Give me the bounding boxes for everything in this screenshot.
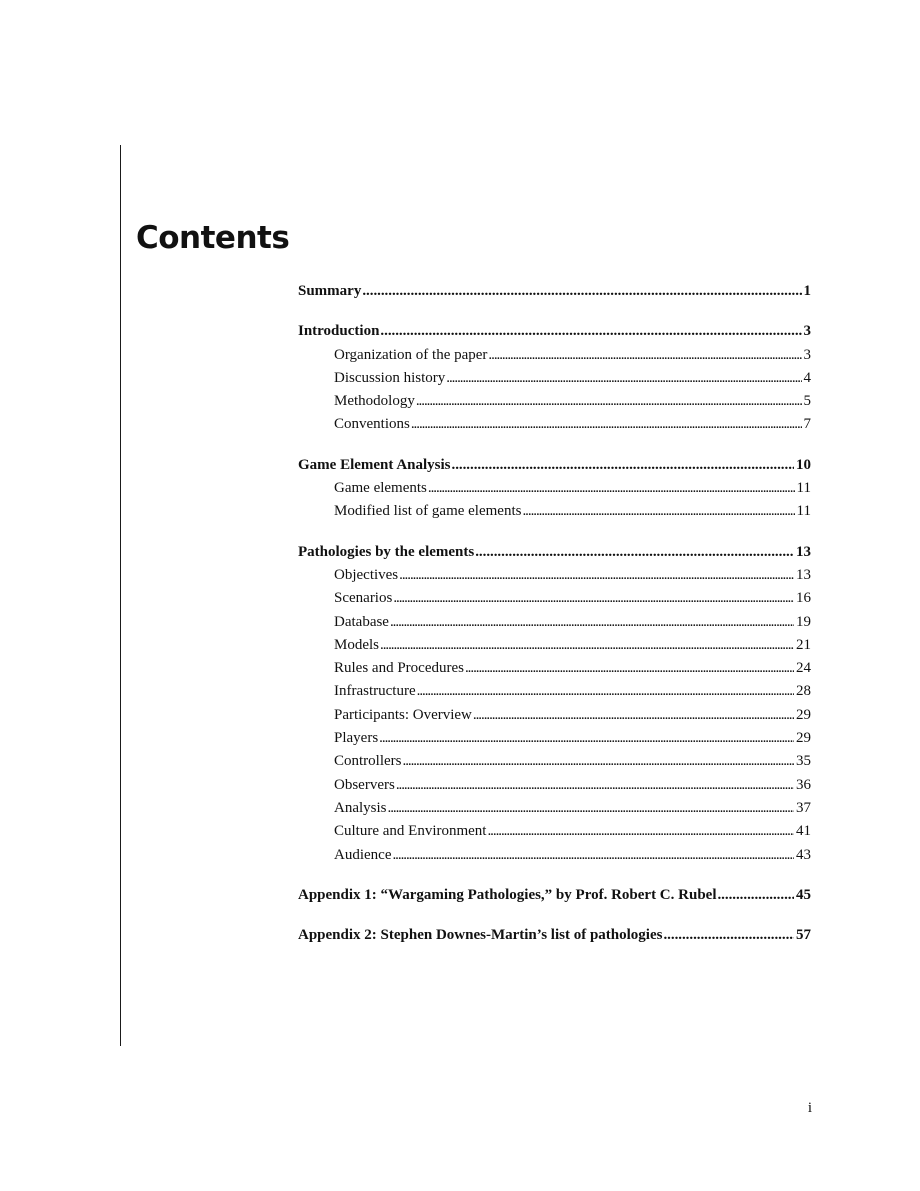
dot-leader [475,541,794,564]
dot-leader [522,500,794,523]
toc-entry-page: 5 [803,393,811,410]
toc-subentry-players[interactable] [298,727,811,750]
dot-leader [399,564,794,587]
toc-entry-page: 7 [803,416,811,433]
toc-entry-label: Modified list of game elements [334,503,522,520]
toc-entry-appendix-1[interactable] [298,884,811,907]
dot-leader [380,320,801,343]
dot-leader [428,477,795,500]
dot-leader [717,884,794,907]
toc-subentry-database[interactable] [298,611,811,634]
toc-entry-page: 11 [796,503,811,520]
toc-section-appendix-2 [298,924,811,947]
toc-entry-label: Observers [334,776,395,793]
toc-entry-page: 35 [796,753,811,770]
toc-subentry-audience[interactable] [298,844,811,867]
toc-entry-page: 24 [796,660,811,677]
page-number: i [807,1100,812,1116]
toc-entry-page: 28 [796,683,811,700]
dot-leader [388,797,795,820]
toc-entry-label: Audience [334,846,392,863]
toc-subentry-observers[interactable] [298,774,811,797]
toc-entry-page: 16 [796,590,811,607]
toc-section-appendix-1 [298,884,811,907]
toc-subentry-culture-and-environment[interactable] [298,820,811,843]
toc-subentry-methodology[interactable] [298,390,811,413]
page-title: Contents [136,220,290,256]
toc-entry-label: Infrastructure [334,683,416,700]
toc-entry-label: Conventions [334,416,410,433]
toc-entry-label: Participants: Overview [334,706,472,723]
dot-leader [379,727,794,750]
toc-subentry-discussion-history[interactable] [298,367,811,390]
toc-subentry-infrastructure[interactable] [298,680,811,703]
dot-leader [392,844,794,867]
toc-entry-page: 3 [803,323,811,340]
dot-leader [411,413,802,436]
toc-entry-label: Controllers [334,753,402,770]
dot-leader [362,280,801,303]
toc-entry-page: 36 [796,776,811,793]
dot-leader [446,367,801,390]
dot-leader [390,611,794,634]
toc-entry-page: 19 [796,613,811,630]
toc-entry-label: Players [334,730,379,747]
toc-entry-label: Rules and Procedures [334,660,464,677]
dot-leader [393,587,794,610]
toc-subentry-scenarios[interactable] [298,587,811,610]
toc-entry-page: 11 [796,480,811,497]
dot-leader [465,657,794,680]
toc-entry-page: 1 [803,283,811,299]
dot-leader [403,750,795,773]
toc-entry-pathologies-by-the-elements[interactable] [298,541,811,564]
toc-subentry-game-elements[interactable] [298,477,811,500]
toc-entry-label: Pathologies by the elements [298,543,475,560]
toc-entry-label: Culture and Environment [334,823,487,840]
toc-section-game-element-analysis [298,454,811,524]
toc-entry-label: Models [334,636,379,653]
toc-entry-label: Summary [298,283,362,299]
table-of-contents [298,280,811,964]
toc-subentry-models[interactable] [298,634,811,657]
toc-entry-page: 10 [796,456,811,473]
toc-entry-page: 3 [803,346,811,363]
toc-entry-page: 43 [796,846,811,863]
toc-entry-page: 41 [796,823,811,840]
toc-entry-game-element-analysis[interactable] [298,454,811,477]
toc-entry-page: 13 [796,543,811,560]
toc-entry-label: Database [334,613,389,630]
toc-entry-page: 29 [796,706,811,723]
toc-entry-page: 4 [803,369,811,386]
toc-subentry-organization-of-the-paper[interactable] [298,344,811,367]
toc-entry-label: Analysis [334,799,387,816]
toc-entry-page: 21 [796,636,811,653]
dot-leader [380,634,794,657]
toc-entry-page: 45 [796,886,811,903]
dot-leader [487,820,794,843]
toc-entry-label: Appendix 2: Stephen Downes-Martin’s list of pathologies [298,927,663,944]
toc-entry-label: Scenarios [334,590,393,607]
dot-leader [473,704,794,727]
toc-entry-introduction[interactable] [298,320,811,343]
toc-section-pathologies-by-the-elements [298,541,811,867]
toc-entry-label: Appendix 1: “Wargaming Pathologies,” by Prof. Robert C. Rubel [298,886,717,903]
toc-entry-page: 37 [796,799,811,816]
toc-subentry-controllers[interactable] [298,750,811,773]
dot-leader [488,344,801,367]
toc-entry-label: Objectives [334,566,399,583]
dot-leader [417,680,794,703]
toc-entry-label: Organization of the paper [334,346,488,363]
toc-section-summary [298,280,811,303]
toc-entry-label: Discussion history [334,369,446,386]
toc-subentry-participants-overview[interactable] [298,704,811,727]
toc-subentry-rules-and-procedures[interactable] [298,657,811,680]
toc-subentry-analysis[interactable] [298,797,811,820]
toc-entry-summary[interactable] [298,280,811,303]
toc-entry-label: Methodology [334,393,415,410]
toc-subentry-modified-list-of-game-elements[interactable] [298,500,811,523]
toc-entry-label: Introduction [298,323,380,340]
toc-section-introduction [298,320,811,436]
toc-subentry-objectives[interactable] [298,564,811,587]
dot-leader [452,454,795,477]
toc-entry-appendix-2[interactable] [298,924,811,947]
toc-entry-page: 57 [796,927,811,944]
toc-subentry-conventions[interactable] [298,413,811,436]
toc-entry-page: 29 [796,730,811,747]
dot-leader [416,390,802,413]
toc-entry-label: Game elements [334,480,427,497]
dot-leader [396,774,794,797]
toc-entry-label: Game Element Analysis [298,456,451,473]
toc-entry-page: 13 [796,566,811,583]
dot-leader [663,924,794,947]
margin-rule [120,145,121,1046]
